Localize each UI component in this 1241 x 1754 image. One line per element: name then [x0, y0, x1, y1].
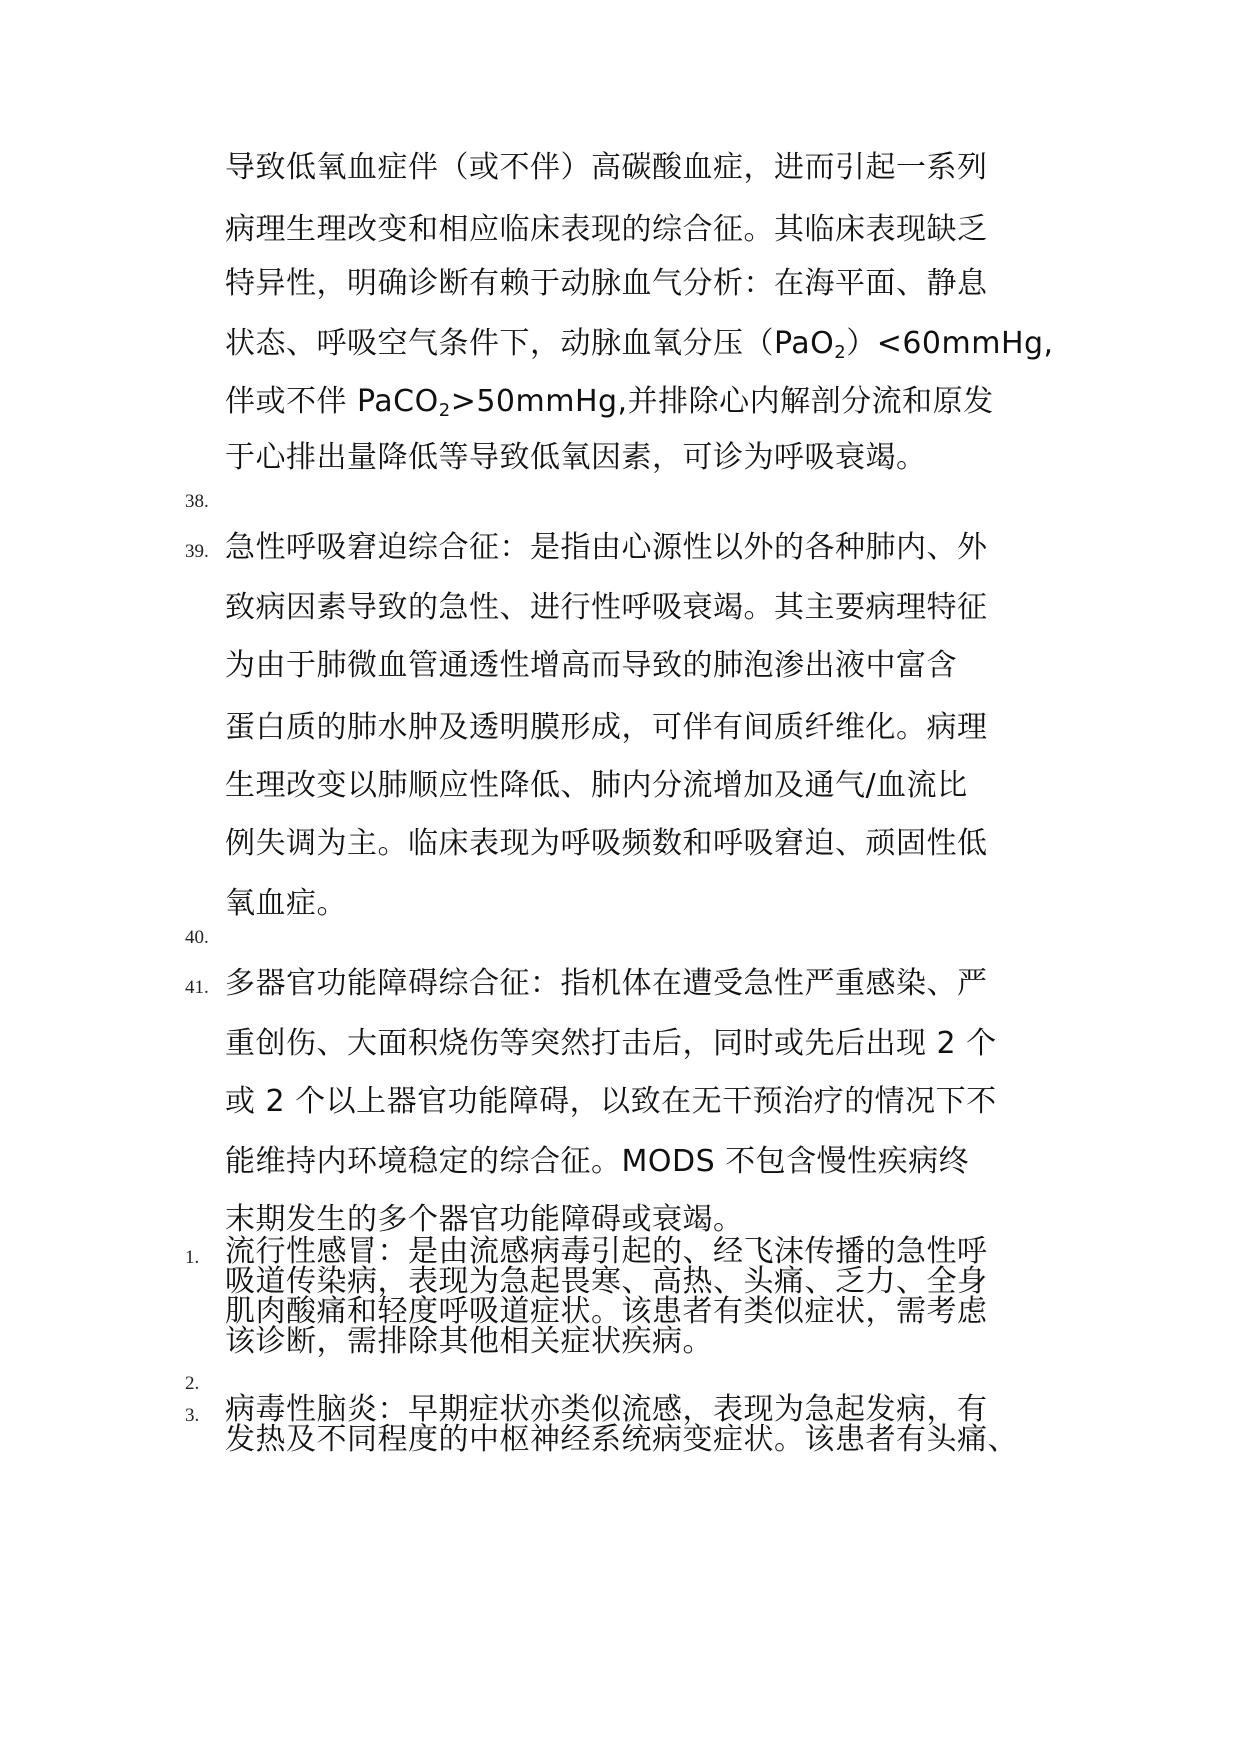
list-number: 40.: [185, 927, 209, 948]
list-number: 1.: [185, 1247, 200, 1268]
text-segment: 伴或不伴 PaCO: [225, 384, 439, 419]
subscript: 2: [834, 342, 847, 363]
list-number: 2.: [185, 1373, 200, 1394]
text-line: 急性呼吸窘迫综合征：是指由心源性以外的各种肺内、外: [225, 530, 988, 565]
text-line: 发热及不同程度的中枢神经系统病变症状。该患者有头痛、: [225, 1422, 1018, 1457]
text-line: 肌肉酸痛和轻度呼吸道症状。该患者有类似症状，需考虑: [225, 1294, 988, 1329]
text-line: 导致低氧血症伴（或不伴）高碳酸血症，进而引起一系列: [225, 150, 988, 185]
text-line: 氧血症。: [225, 886, 347, 921]
text-line: [225, 382, 1055, 422]
text-line: 于心排出量降低等导致低氧因素，可诊为呼吸衰竭。: [225, 440, 927, 475]
text-segment: >50mmHg,并排除心内解剖分流和原发: [450, 384, 994, 419]
text-line: 重创伤、大面积烧伤等突然打击后，同时或先后出现 2 个: [225, 1026, 997, 1061]
text-line: 病理生理改变和相应临床表现的综合征。其临床表现缺乏: [225, 212, 988, 247]
text-line: 生理改变以肺顺应性降低、肺内分流增加及通气/血流比: [225, 768, 968, 803]
text-line: 流行性感冒：是由流感病毒引起的、经飞沫传播的急性呼: [225, 1234, 988, 1269]
list-number: 38.: [185, 491, 209, 512]
text-line: 末期发生的多个器官功能障碍或衰竭。: [225, 1202, 744, 1237]
text-line: 能维持内环境稳定的综合征。MODS 不包含慢性疾病终: [225, 1144, 970, 1179]
text-segment: ）<60mmHg,: [846, 326, 1054, 361]
text-line: 特异性，明确诊断有赖于动脉血气分析：在海平面、静息: [225, 266, 988, 301]
text-line: 蛋白质的肺水肿及透明膜形成，可伴有间质纤维化。病理: [225, 710, 988, 745]
text-line: 多器官功能障碍综合征：指机体在遭受急性严重感染、严: [225, 966, 988, 1001]
text-line: 该诊断，需排除其他相关症状疾病。: [225, 1324, 713, 1359]
text-line: 例失调为主。临床表现为呼吸频数和呼吸窘迫、顽固性低: [225, 826, 988, 861]
text-line: 致病因素导致的急性、进行性呼吸衰竭。其主要病理特征: [225, 590, 988, 625]
text-line: 吸道传染病，表现为急起畏寒、高热、头痛、乏力、全身: [225, 1264, 988, 1299]
list-number: 41.: [185, 977, 209, 998]
subscript: 2: [438, 400, 451, 421]
text-line: 或 2 个以上器官功能障碍，以致在无干预治疗的情况下不: [225, 1084, 997, 1119]
text-line: [225, 324, 1055, 364]
text-line: 为由于肺微血管通透性增高而导致的肺泡渗出液中富含: [225, 648, 957, 683]
list-number: 3.: [185, 1405, 200, 1426]
list-number: 39.: [185, 541, 209, 562]
text-line: 病毒性脑炎：早期症状亦类似流感，表现为急起发病，有: [225, 1392, 988, 1427]
text-segment: 状态、呼吸空气条件下，动脉血氧分压（PaO: [225, 326, 835, 361]
